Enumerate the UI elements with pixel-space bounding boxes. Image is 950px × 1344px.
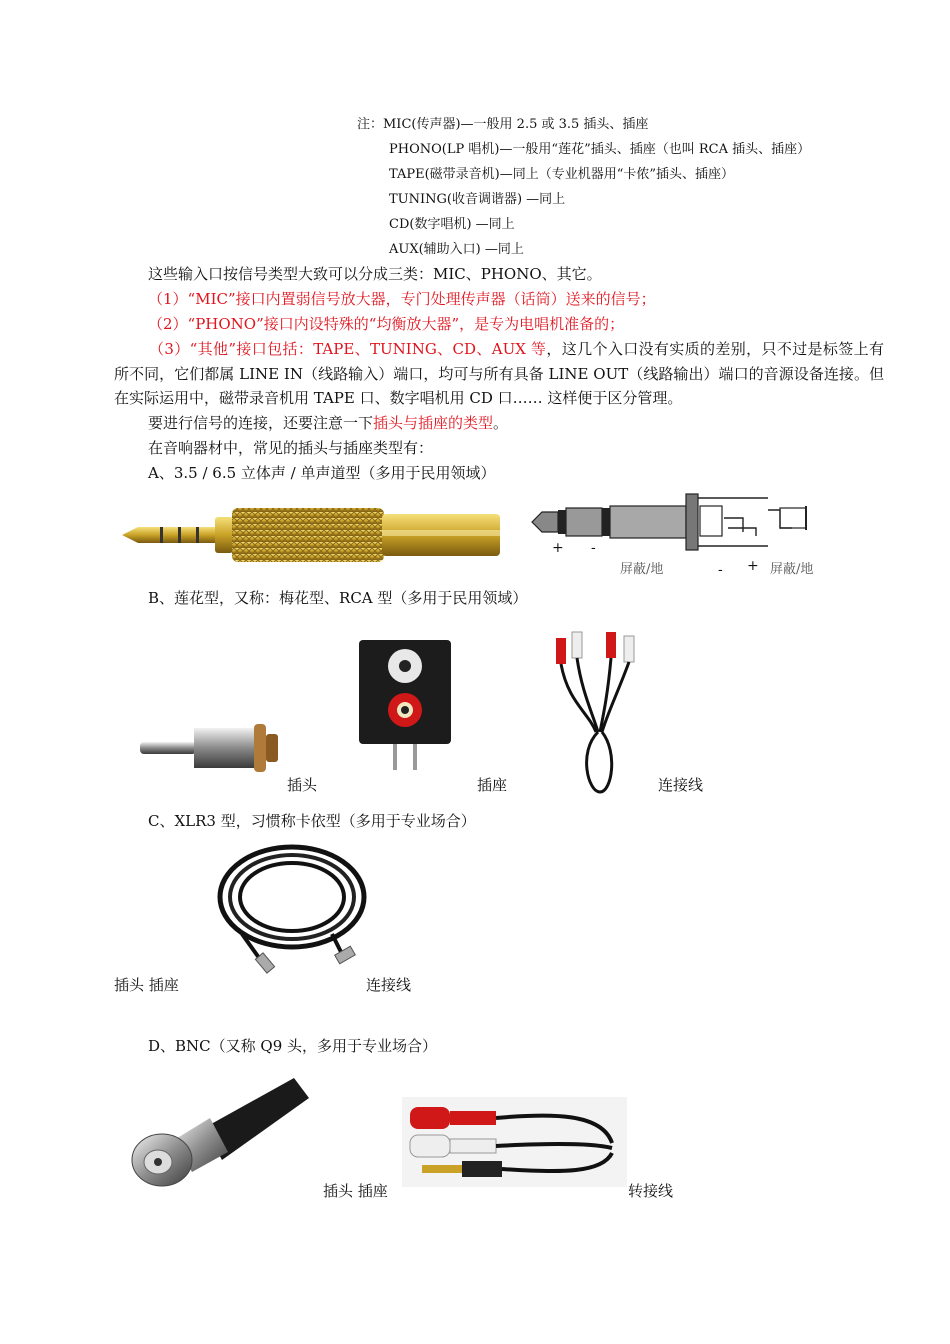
d-plug-socket-label: 插头 插座 (323, 1182, 388, 1200)
gold-jack-image (120, 500, 505, 570)
ring-minus-label: - (591, 540, 596, 556)
section-d-heading: D、BNC（又称 Q9 头，多用于专业场合） (148, 1037, 438, 1055)
tip-plus-label: + (552, 540, 564, 556)
socket-plus-label: + (747, 558, 759, 574)
item-phono: （2）“PHONO”接口内设特殊的“均衡放大器”，是专为电唱机准备的； (148, 315, 625, 333)
note-aux: AUX(辅助入口) —同上 (389, 242, 524, 257)
common-text: 在音响器材中，常见的插头与插座类型有： (148, 439, 434, 457)
c-cable-label: 连接线 (366, 976, 412, 994)
xlr-cable-image (212, 842, 372, 982)
note-tape: TAPE(磁带录音机)—同上（专业机器用“卡侬”插头、插座） (389, 167, 735, 182)
socket-ground-label: 屏蔽/地 (770, 562, 814, 577)
connect-post: 。 (493, 414, 509, 432)
section-b-heading: B、莲花型，又称：梅花型、RCA 型（多用于民用领域） (148, 589, 528, 607)
b-plug-label: 插头 (287, 776, 318, 794)
rca-cable-image (548, 622, 648, 802)
connect-text (148, 413, 508, 433)
b-socket-label: 插座 (477, 776, 508, 794)
connect-highlight: 插头与插座的类型 (373, 414, 494, 432)
item-other-body: ，这几个入口没有实质的差别，只不过是标签上有所不同，它们都属 LINE IN（线路输入）端口，均可与所有具备 LINE OUT（线路输出）端口的音源设备连接。但在实际运用中，磁带录音机用 TAPE 口、数字唱机用 CD 口…… 这样便于区分管理。 (114, 340, 884, 407)
b-cable-label: 连接线 (658, 776, 704, 794)
note-cd: CD(数字唱机) —同上 (389, 217, 515, 232)
note-phono: PHONO(LP 唱机)—一般用“莲花”插头、插座（也叫 RCA 插头、插座） (389, 142, 811, 157)
intro-text: 这些输入口按信号类型大致可以分成三类：MIC、PHONO、其它。 (148, 265, 602, 283)
c-plug-socket-label: 插头 插座 (114, 976, 179, 994)
socket-minus-label: - (718, 562, 723, 578)
rca-socket-image (355, 636, 455, 776)
section-a-heading: A、3.5 / 6.5 立体声 / 单声道型（多用于民用领域） (148, 464, 496, 482)
bnc-plug-image (124, 1068, 314, 1193)
connect-pre: 要进行信号的连接，还要注意一下 (148, 414, 374, 432)
item-other-paragraph (114, 337, 884, 411)
section-c-heading: C、XLR3 型，习惯称卡依型（多用于专业场合） (148, 812, 476, 830)
bnc-adapter-cable-image (402, 1093, 627, 1193)
sleeve-ground-label: 屏蔽/地 (620, 562, 664, 577)
item-mic: （1）“MIC”接口内置弱信号放大器，专门处理传声器（话筒）送来的信号； (148, 290, 656, 308)
note-mic: 注：MIC(传声器)—一般用 2.5 或 3.5 插头、插座 (357, 117, 649, 132)
note-tuning: TUNING(收音调谐器) —同上 (389, 192, 566, 207)
item-other-label: （3）“其他”接口包括：TAPE、TUNING、CD、AUX 等 (149, 340, 547, 358)
d-adapter-label: 转接线 (628, 1182, 674, 1200)
rca-plug-image (136, 718, 286, 778)
